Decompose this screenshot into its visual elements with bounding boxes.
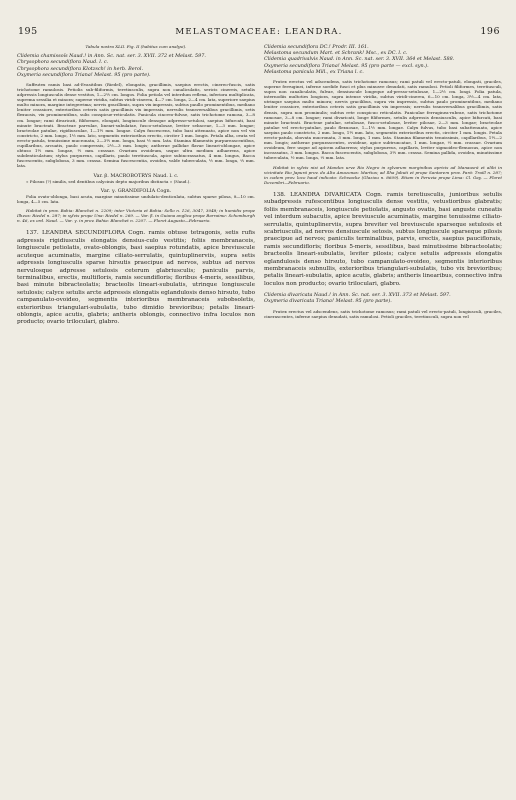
species-description: Suffrutex ramis basi ad-Evasitibus (Riedel), elongatis, gracillimis, saepius erectis, cinereo-fuscis, satis trichotome ramulosis. Petiolis sub-filiformis, teretiusculis, supra non canaliculatis, sericis cinereis, setulis adpressis longiusculis dense vestitos, 1—2½ cm. longos. Folia petiola vel interdum reflexa, inferiora multiplicata, suprema sessilia et minora; superne viridia, subtus viridi-cinerea, 4—7 cm. longa, 2—4 cm. lata, superiore saepius multo minora, margine integerrima; nervis gracillimis, supra vix impressis, subtus paullo prominentibus, mediano leniter crassiore, exterioribus ceteris satis gracillimis vix impressis, nervulis transversalibus gracillimis, setis flexuosis, vix prominentibus, sulis conspicue-reticulatis. Panicula cincreo-fulvae, satis trichotome ramosa, 3—8 cm. longae; rami divaricati, filiformes, elongati, longiuscule densque adpresse-setulosi, saepius bifurcati, basi minute bracteati. Bracteae parvulae, lineari-subulatae, fusco-setulosae, leviter sebaceae, 1—3 mm. longae; bracteolae patulae, rigidiusculae, 1—1½ mm. longae. Calyx fuscescens, tubo basi attenuato, apice non vel vix constricto, 2 mm. longo, 1½ mm. lato, segmentis exterioribus erectis, circiter 1 mm. longis. Petala alba, ovata vel erecto-patula, tenuissime mucronata, 2—3½ mm. longa, basi ½ mm. lata. Stamina filamentis purpureascentibus, cupillaribus, arcuatis, paulo compressis, 2½—3 mm. longis; antherae pallidae flavae lineari-oblongae, apice obtuso 1½ mm. longae, ½ mm. crassae. Ovarium ovoideum, usque ultra medium adhaerens, apice subdenticulatum; stylus purpureus, capillaris, paulo teretiuscula, apice subincrassatus, 4 mm. longus, Bacca fuscescentis, subglobosa, 3 mm. crassa. Semina fuscescentia, ovoidea, valde tuberculata, ½ mm. longa, ⅓ mm. lata. xyxy=(17,81,255,169)
right-page-number: 196 xyxy=(480,26,500,37)
synonym: Oxymeria divaricata Triana! Melast. 95 (pro parte). xyxy=(264,298,392,305)
synonym: Chrysophora secundiflora Naud. l. c. xyxy=(17,59,109,66)
synonym: Clidemia divaricata Naud.! in Ann. Sc. nat. ser. 3. XVII. 373 et Melast. 597. xyxy=(264,292,451,299)
variety-gamma-text: Folia ovato-oblonga, basi acuta, margine minutissime undulato-denticulata, subtus sparse pilosa, 8—10 cm. longa, 4—5 cm. lata. xyxy=(17,194,255,205)
synonym: Melastoma panicula Mill., ex Triana l. c. xyxy=(264,68,364,75)
habitat-text: Habitat in sylvis nisi ad Mandes urve Rio Negro in sylvarum marginibus apricis ad Manausrá et alibi in vicinitate Rio Japurá prov. do Alto Amazonas: Martius; ad Ilha Jabuti et prope Santarem prov. Pará: Traill n. 287; in codem prov. loco haud indicato: Schwacke (Glaziou n. 8609). Etiam in Peruvia prope Lima: Cl. Gay. — Floret Decembri—Februario. xyxy=(264,164,502,185)
variety-gamma-title: Var. γ. GRANDIFOLIA Cogn. xyxy=(100,187,172,194)
left-column xyxy=(17,44,255,784)
synonym: Oxymeria secundiflora Triana! Melast. 95 (pro parte — excl. syn.). xyxy=(264,62,429,69)
synonym: Clidemia chamissoïs Naud.! in Ann. Sc. nat. ser. 3. XVII. 372 et Melast. 597. xyxy=(17,53,206,60)
synonym: Oxymeria secundiflora Triana! Melast. 95 (pro parte). xyxy=(17,71,151,78)
running-title: MELASTOMACEAE: LEANDRA. xyxy=(175,27,343,37)
left-page-number: 195 xyxy=(18,26,38,37)
entry-137-text: ramis obtuse tetragonis, setis rufis adpressis rigidiusculis elongatis densius-culo vestitis; foliis membranaceis, longiuscule petiolatis, ovato-oblongis, basi saepius rotundatis, apice breviuscule acuteque acuminatis, margine ciliato-serrulatis, quintuplinerviis, supra setis adpressis longiusculis sparse hirsutis praecipue ad nervos, subtus ad nervos nervulosque adpresse setulosis ceterum glabriusculis; paniculis parvis, terminalibus, erectis, multifloris, ramis secundifloris; floribus 4-meris, sessilibus, basi minute bibracteolatis; bracteolis lineari-subulatis, utrinque longiuscule setulosis; calyce setulis arcte adpressis elongatis eglandulosis denso hirsuto, tubo campanulato-ovoideo, segmentis interioribus membranaceis subobsoletis, exterioribus triangulari-subulatis, tubo dimidio brevioribus; petalis lineari-oblongis, apice acutis, glabris; antheris oblongis, connectivo infra loculos non producto; ovario triloculari, glabro. xyxy=(17,230,255,326)
running-header xyxy=(18,26,500,37)
synonym: Chrysophora secundiflora Klotzsch! in herb. Berol. xyxy=(17,65,144,72)
variety-beta-title: Var. β. MACROBOTRYS Naud. l. c. xyxy=(93,172,179,179)
entry-137 xyxy=(17,230,255,326)
species-description-continued: Frutex erectus vel adscendens, satis trichotome ramosus; rami patuli vel erecto-patuli, longiusculi, graciles, cinerascentes, inferne saepius denudati, satis ramulosi. Petioli graciles, teretiusculi, supra non vel xyxy=(264,308,502,319)
entry-138-heading: 138. LEANDRA DIVARICATA Cogn. xyxy=(273,191,383,198)
variety-beta-text: « Pilosus (?) similis, sed dentibus calycinis depto majoribus distincta » (Naud.). xyxy=(26,178,191,184)
entry-137-heading: 137. LEANDRA SECUNDIFLORA Cogn. xyxy=(26,230,146,237)
synonym-list-top xyxy=(264,44,502,75)
species-description: Frutex erectus vel adscendens, satis trichotome ramosus; rami patuli vel erecto-patuli, elongati, graciles, superne ferruginei, inferne sordide fusci et plus minusve denudati, satis ramulosi. Petioli filiformes, teretiusculi, supra non canaliculatis, fulvae, densiuscule longeque ad-presso-setulosae, 1—2½ cm. longi. Folia patula, internodiis multoties longiora, supra intense viridia, subtus viridi-cinerea, 6—10 cm. longa, 3½—4 cm. lata, utrinque saepius multo minora; nervis gracilibus, supra vix impressis, subtus paulo prominentibus, mediano leniter crassiore, exterioribus ceteris satis gracillimis vix impressis; nervulis transversalibus gracillimis, satis densis, supra non prominulis; subtus rete conspicuo reticulatis. Paniculae ferruginea-rubrae, satis trichotome ramosae, 3—8 cm. longae; rami divaricati, longe filiformes, setulis adpressis densiusculis, apice bifurcati, basi minute bracteati. Bracteae patulae, setulosae, fusco-setulosae, leviter pilosae, 2—3 mm. longae; bracteolae patulae vel erecto-patulae, paulo flexuosae, 1—1½ mm. longae. Calyx fulvus, tubo basi subattenuato, apice saepius paulo constricto, 2 mm. longo, 1½ mm. lato, segmentis exterioribus erectis, circiter 1 mm. longis. Petala erecto-patula, obovata mucronata, 3 mm. longa, 1 mm. lata. Stamina filamentis tenuissimis, capillaribus, 1½—2 mm. longis; antherae purpurascentes, ovoideae, apice subtruncatae, 1 mm. longae, ⅓ mm. crassae. Ovarium ovoideum, fere usque ad apicem adhaerens; stylus purpureus, capillaris, leviter sigmoideo-flexuosus, apice non incrassatus, 3 mm. longus. Bacca fuscescentis, subglobosa, 3½ mm. crassa. Semina pallida, ovoidea, minutissime tuberculata, ½ mm. longa, ⅓ mm. lata. xyxy=(264,79,502,161)
synonym-list-bottom xyxy=(264,292,502,304)
synonym: Clidemia quadrivalvis Naud. in Ann. Sc. nat. ser. 3. XVII. 364 et Melast. 588. xyxy=(264,56,455,63)
right-column xyxy=(264,44,502,784)
tab-caption: Tabula nostra XLII. Fig. II (habitus cum analysi). xyxy=(85,44,187,49)
entry-138 xyxy=(264,192,502,288)
synonym: Melastoma secundum Mart. et Schrank! Msc., ex DC. l. c. xyxy=(264,50,408,57)
synonym: Clidemia secundiflora DC.! Prodr. III. 161. xyxy=(264,44,369,50)
entry-138-text: ramis teretiusculis, junioribus setulis subadpressis rufescentibus longiusculis dense vestitis, vetustioribus glabratis; foliis membranaceis, longiuscule petiolatis, angusto ovatis, basi anguste cuneatis vel interdum subacutis, apice breviuscule acuminatis, margine tenuissime ciliato-serrulatis, quintuplinerviis, supra breviter vel breviuscule sparseque setulosis et scabriusculis, ad nervos densiuscule setosis, subtus longiuscule sparseque pilosis praecipue ad nervos; paniculis terminalibus, parvis, erectis, saepius pauciflorais, ramis secundifloris; floribus 5-meris, sessilibus, basi minutissime bibracteolatis; bracteolis lineari-subulatis, leviter pilosis; calyce setulis adpressis elongatis eglandulosis denso hirsuto, tubo campanulato-ovoideo, segmentis interioribus membranaceis subnullis, exterioribus triangulari-subulatis, tubo vix brevioribus; petalis lineari-subulatis, apice acutis, glabris; antheris linearibus, connectivo infra loculos non producto; ovario triloculari, glabro. xyxy=(264,191,502,287)
habitat-text: Habitat in prov. Bahia: Blanchet n. 2209; inter Victoria et Bahia: Sello n. 126, 3047, 3048; in humidis prope Ilheos: Riedel n. 287; in sylvis prope Una: Riedel n. 269. — Var. β. in Guiana anglica prope Barraime: Schomburgh n. 46, ex ord. Naud. — Var. γ. in prov. Bahia: Blanchet n. 2207. — Floret Augusto—Februario. xyxy=(17,208,255,224)
synonym-list xyxy=(17,53,255,78)
